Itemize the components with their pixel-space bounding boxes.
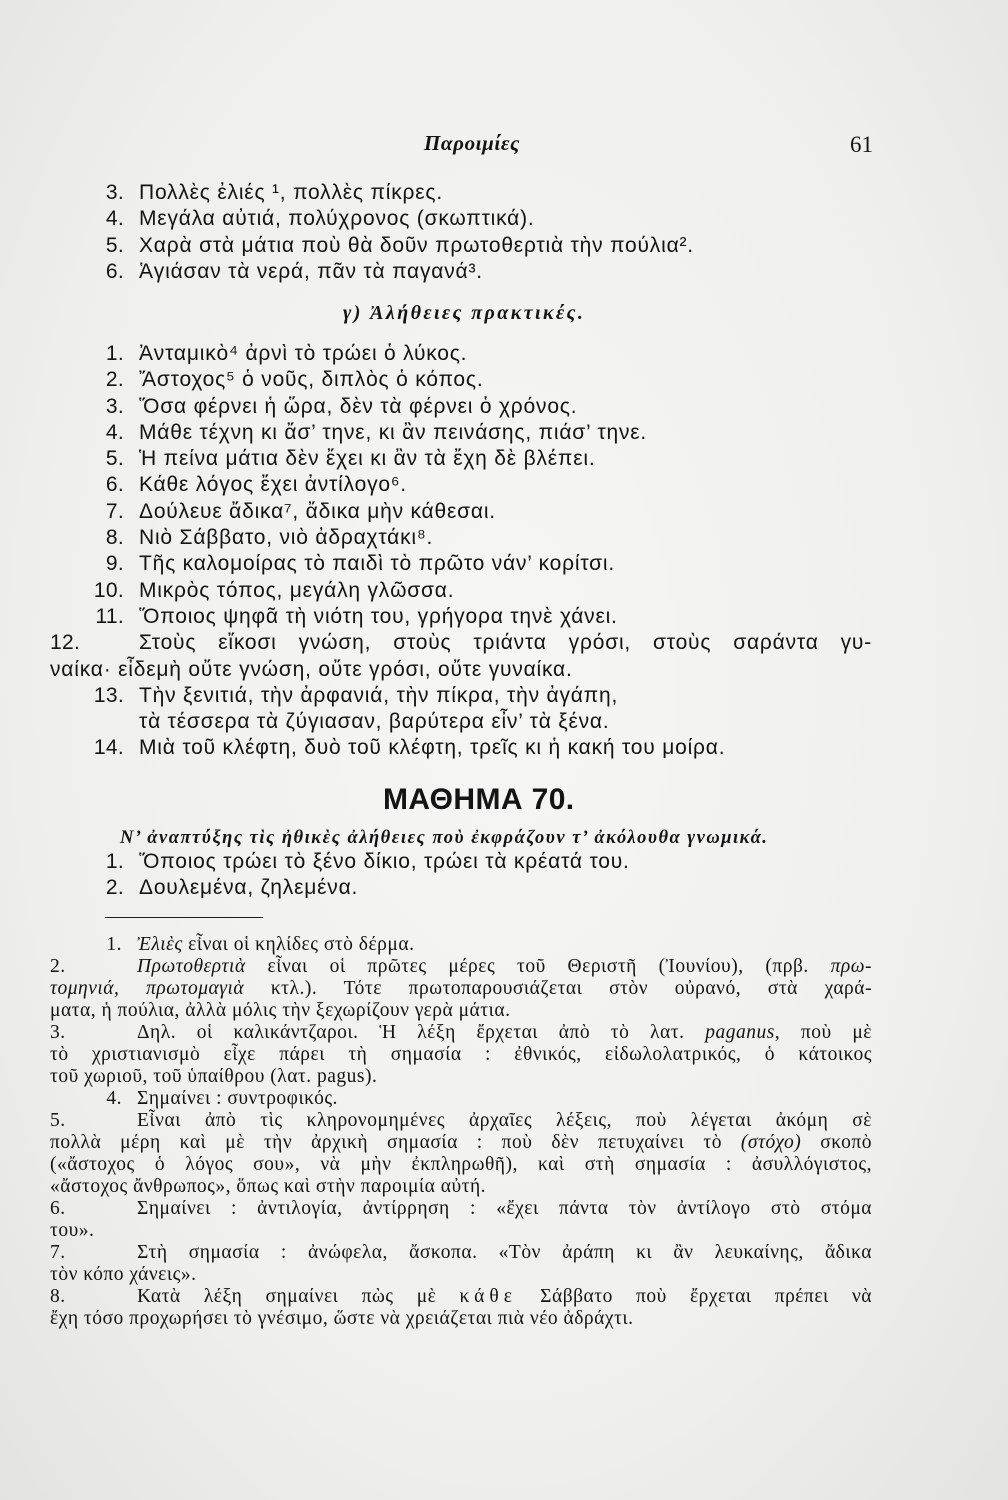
practical-truths-list (50, 341, 872, 762)
footnote-line (50, 934, 872, 956)
lesson-title: ΜΑΘΗΜΑ 70. (383, 783, 575, 816)
footnote-separator (105, 917, 263, 918)
footnote-text: Σάββατο ποὺ ἔρχεται πρέπει νὰ (516, 1286, 872, 1307)
proverb-text: Μάθε τέχνη κι ἄσ’ τηνε, κι ἂν πεινάσης, πιάσ’ τηνε. (139, 420, 648, 444)
footnote-line (50, 1220, 872, 1242)
proverb-text: Ὅποιος ψηφᾶ τὴ νιότη του, γρήγορα τηνὲ χάνει. (139, 604, 618, 628)
proverb-number: 11. (95, 604, 124, 628)
proverb-text: Δούλευε ἄδικα⁷, ἄδικα μὴν κάθεσαι. (139, 499, 496, 523)
proverb-line (50, 446, 872, 472)
footnote-line (50, 978, 872, 1000)
footnote-line (50, 1000, 872, 1022)
footnote-number: 8. (50, 1286, 66, 1307)
proverb-text: Χαρὰ στὰ μάτια ποὺ θὰ δοῦν πρωτοθερτιὰ τὴν πούλια². (139, 233, 694, 257)
proverb-line (50, 341, 872, 367)
proverb-number: 2. (105, 368, 124, 392)
footnote-text: εἶναι οἱ κηλίδες στὸ δέρμα. (182, 934, 415, 955)
proverb-line (50, 735, 872, 761)
footnote-text: Ἐλιὲς (137, 934, 183, 955)
proverb-line (50, 657, 872, 683)
proverb-line (50, 578, 872, 604)
footnote-text: τοῦ χωριοῦ, τοῦ ὑπαίθρου (λατ. pagus). (50, 1066, 378, 1087)
footnote-line (50, 1286, 872, 1308)
proverb-number: 5. (105, 233, 124, 257)
lesson-item-number: 2. (105, 876, 124, 900)
lesson-item-line (50, 849, 872, 875)
footnote-line (50, 1264, 872, 1286)
lesson-instruction: Ν’ ἀναπτύξης τὶς ἠθικὲς ἀλήθειες ποὺ ἐκφράζουν τ’ ἀκόλουθα γνωμικά. (120, 828, 769, 848)
proverb-line (50, 551, 872, 577)
proverb-text: Ἡ πείνα μάτια δὲν ἔχει κι ἂν τὰ ἔχη δὲ βλέπει. (139, 447, 596, 471)
footnote-text: κτλ.). Τότε πρωτοπαρουσιάζεται στὸν οὐρανό, στὰ χαρά- (244, 978, 872, 999)
lesson-item-number: 1. (105, 850, 124, 873)
footnote-text: (στόχο) (740, 1132, 802, 1153)
proverb-number: 6. (105, 473, 124, 497)
proverb-line (50, 233, 872, 259)
footnote-text: κάθε (459, 1286, 517, 1307)
footnote-text: πολλὰ μέρη καὶ μὲ τὴν ἀρχικὴ σημασία : ποὺ δὲν πετυχαίνει τὸ (50, 1132, 741, 1153)
footnote-line (50, 1308, 872, 1330)
footnote-text: Κατὰ λέξη σημαίνει πὼς μὲ (137, 1286, 460, 1307)
proverb-line (50, 525, 872, 551)
footnote-text: πρω- (830, 956, 872, 977)
proverb-text: Νιὸ Σάββατο, νιὸ ἀδραχτάκι⁸. (139, 526, 434, 550)
proverb-text: Πολλὲς ἐλιές ¹, πολλὲς πίκρες. (139, 181, 443, 204)
proverb-number: 9. (105, 552, 124, 576)
proverb-line (50, 683, 872, 709)
lesson-items-list (50, 849, 872, 902)
footnote-line (50, 1198, 872, 1220)
proverb-text: Ἁγιάσαν τὰ νερά, πᾶν τὰ παγανά³. (139, 259, 483, 283)
lesson-item-text: Δουλεμένα, ζηλεμένα. (139, 876, 359, 900)
footnote-number: 5. (50, 1110, 66, 1131)
footnote-text: Στὴ σημασία : ἀνώφελα, ἄσκοπα. «Τὸν ἀράπη κι ἂν λευκαίνης, ἄδικα (137, 1242, 872, 1263)
proverb-text: ναίκα· εἶδεμὴ οὔτε γνώση, οὔτε γρόσι, οὔτε γυναίκα. (50, 657, 573, 681)
proverb-text: Τῆς καλομοίρας τὸ παιδὶ τὸ πρῶτο νάν’ κορίτσι. (139, 552, 615, 576)
footnote-line (50, 1132, 872, 1154)
proverb-number: 4. (105, 207, 124, 231)
footnotes (50, 934, 872, 1330)
proverb-text: Μιὰ τοῦ κλέφτη, δυὸ τοῦ κλέφτη, τρεῖς κι ἡ κακή του μοίρα. (139, 736, 726, 760)
footnote-text: τομηνιά, πρωτομαγιὰ (50, 978, 245, 999)
proverb-text: Στοὺς εἴκοσι γνώση, στοὺς τριάντα γρόσι, στοὺς σαράντα γυ- (139, 631, 872, 655)
footnote-line (50, 1044, 872, 1066)
footnote-number: 4. (106, 1088, 122, 1109)
proverb-number: 8. (105, 526, 124, 550)
proverbs-continued-list (50, 180, 872, 285)
footnote-line (50, 1242, 872, 1264)
footnote-text: Σημαίνει : ἀντιλογία, ἀντίρρηση : «ἔχει πάντα τὸν ἀντίλογο στὸ στόμα (137, 1198, 872, 1219)
footnote-text: ἔχη τόσο προχωρήσει τὸ γνέσιμο, ὥστε νὰ χρειάζεται πιὰ νέο ἀδράχτι. (50, 1308, 634, 1329)
footnote-text: Δηλ. οἱ καλικάντζαροι. Ἡ λέξη ἔρχεται ἀπὸ τὸ λατ. (137, 1022, 706, 1043)
proverb-line (50, 499, 872, 525)
proverb-line (50, 630, 872, 656)
footnote-number: 2. (50, 956, 66, 977)
proverb-text: Ὅσα φέρνει ἡ ὥρα, δὲν τὰ φέρνει ὁ χρόνος. (139, 394, 578, 418)
footnote-text: Πρωτοθερτιὰ (137, 956, 246, 977)
section-heading: γ) Ἀλήθειες πρακτικές. (343, 302, 586, 324)
proverb-line (50, 604, 872, 630)
proverb-text: Μεγάλα αὐτιά, πολύχρονος (σκωπτικά). (139, 207, 535, 231)
proverb-number: 12. (50, 631, 81, 655)
proverb-number: 3. (105, 181, 124, 204)
proverb-number: 7. (105, 499, 124, 523)
proverb-number: 6. (105, 259, 124, 283)
proverb-number: 3. (105, 394, 124, 418)
footnote-text: του». (50, 1220, 95, 1241)
lesson-item-text: Ὅποιος τρώει τὸ ξένο δίκιο, τρώει τὰ κρέατά του. (139, 850, 630, 873)
proverb-number: 14. (93, 736, 124, 760)
footnote-text: , ποὺ μὲ (774, 1022, 872, 1043)
footnote-text: «ἄστοχος ἄνθρωπος», ὅπως καὶ στὴν παροιμία αὐτή. (50, 1176, 487, 1197)
proverb-line (50, 180, 872, 206)
proverb-line (50, 394, 872, 420)
footnote-line (50, 1154, 872, 1176)
proverb-text: Τὴν ξενιτιά, τὴν ἀρφανιά, τὴν πίκρα, τὴν ἀγάπη, (139, 683, 619, 707)
footnote-text: Σημαίνει : συντροφικός. (137, 1088, 338, 1109)
proverb-text: Ἀνταμικὸ⁴ ἀρνὶ τὸ τρώει ὁ λύκος. (139, 342, 468, 365)
proverb-number: 5. (105, 447, 124, 471)
footnote-line (50, 1110, 872, 1132)
proverb-line (50, 206, 872, 232)
proverb-line (50, 709, 872, 735)
footnote-line (50, 1176, 872, 1198)
proverb-text: Μικρὸς τόπος, μεγάλη γλῶσσα. (139, 578, 455, 602)
footnote-number: 1. (106, 934, 122, 955)
page-number: 61 (850, 132, 873, 157)
footnote-text: τὸν κόπο χάνεις». (50, 1264, 197, 1285)
proverb-line (50, 420, 872, 446)
proverb-number: 13. (93, 683, 124, 707)
footnote-number: 3. (50, 1022, 66, 1043)
proverb-number: 1. (105, 342, 124, 365)
footnote-text: («ἄστοχος ὁ λόγος σου», νὰ μὴν ἐκπληρωθῆ), καὶ στὴ σημασία : ἀσυλλόγιστος, (50, 1154, 872, 1175)
proverb-text: τὰ τέσσερα τὰ ζύγιασαν, βαρύτερα εἶν’ τὰ ξένα. (139, 710, 610, 734)
footnote-number: 7. (50, 1242, 66, 1263)
footnote-text: ματα, ἡ πούλια, ἀλλὰ μόλις τὴν ξεχωρίζουν γερὰ μάτια. (50, 1000, 511, 1021)
proverb-text: Κάθε λόγος ἔχει ἀντίλογο⁶. (139, 473, 407, 497)
lesson-item-line (50, 875, 872, 901)
footnote-text: τὸ χριστιανισμὸ εἶχε πάρει τὴ σημασία : ἐθνικός, εἰδωλολατρικός, ὁ κάτοικος (50, 1044, 872, 1065)
footnote-line (50, 956, 872, 978)
footnote-line (50, 1066, 872, 1088)
proverb-line (50, 367, 872, 393)
proverb-text: Ἄστοχος⁵ ὁ νοῦς, διπλὸς ὁ κόπος. (139, 368, 484, 392)
footnote-text: εἶναι οἱ πρῶτες μέρες τοῦ Θεριστῆ (Ἰουνίου), (πρβ. (245, 956, 831, 977)
proverb-line (50, 472, 872, 498)
proverb-number: 10. (93, 578, 124, 602)
page-header-title: Παροιμίες (424, 131, 520, 155)
footnote-text: Εἶναι ἀπὸ τὶς κληρονομημένες ἀρχαῖες λέξεις, ποὺ λέγεται ἀκόμη σὲ (137, 1110, 872, 1131)
proverb-number: 4. (105, 420, 124, 444)
proverb-line (50, 259, 872, 285)
footnote-line (50, 1022, 872, 1044)
footnote-text: σκοπὸ (801, 1132, 872, 1153)
footnote-number: 6. (50, 1198, 66, 1219)
footnote-line (50, 1088, 872, 1110)
footnote-text: paganus (705, 1022, 775, 1043)
